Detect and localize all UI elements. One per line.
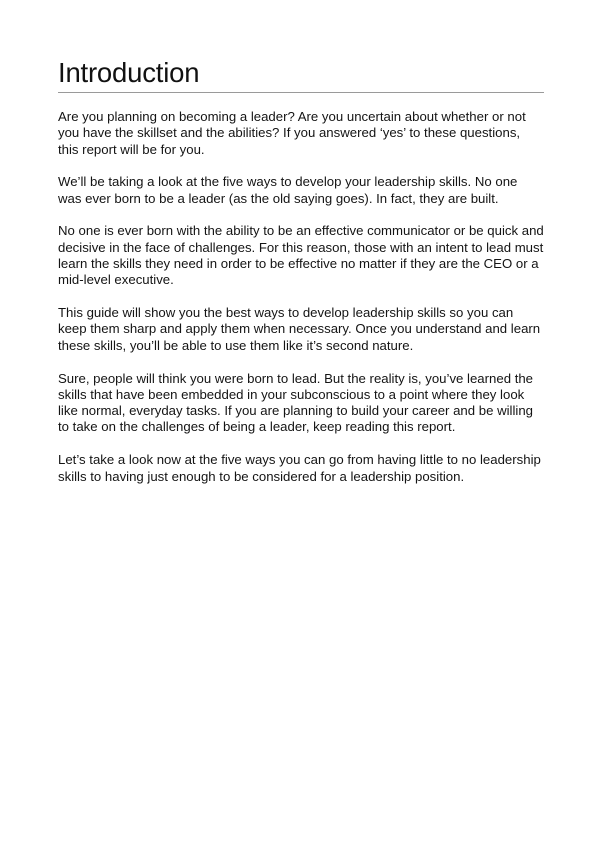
- page-title: Introduction: [58, 57, 200, 88]
- paragraph-6: Let’s take a look now at the five ways you can go from having little to no leadership skills to having just enough to be considered for a leadership position.: [58, 452, 541, 484]
- paragraph-3: No one is ever born with the ability to be an effective communicator or be quick and decisive in the face of challenges. For this reason, those with an intent to lead must learn the skills they need in order to be effective no matter if they are the CEO or a mid-level executive.: [58, 223, 544, 288]
- paragraph-5: Sure, people will think you were born to lead. But the reality is, you’ve learned the skills that have been embedded in your subconscious to a point where they look like normal, everyday tasks. If you are planning to build your career and be willing to take on the challenges of being a leader, keep reading this report.: [58, 370, 534, 435]
- paragraph-4: This guide will show you the best ways to develop leadership skills so you can keep them sharp and apply them when necessary. Once you understand and learn these skills, you’ll be able to use them like it’s second nature.: [58, 305, 541, 353]
- paragraph-1: Are you planning on becoming a leader? Are you uncertain about whether or not you have the skillset and the abilities? If you answered ‘yes’ to these questions, this report will be for you.: [58, 109, 526, 157]
- title-underline: [58, 92, 544, 93]
- document-page: [58, 56, 544, 501]
- paragraph-2: We’ll be taking a look at the five ways to develop your leadership skills. No one was ever born to be a leader (as the old saying goes). In fact, they are built.: [58, 174, 518, 206]
